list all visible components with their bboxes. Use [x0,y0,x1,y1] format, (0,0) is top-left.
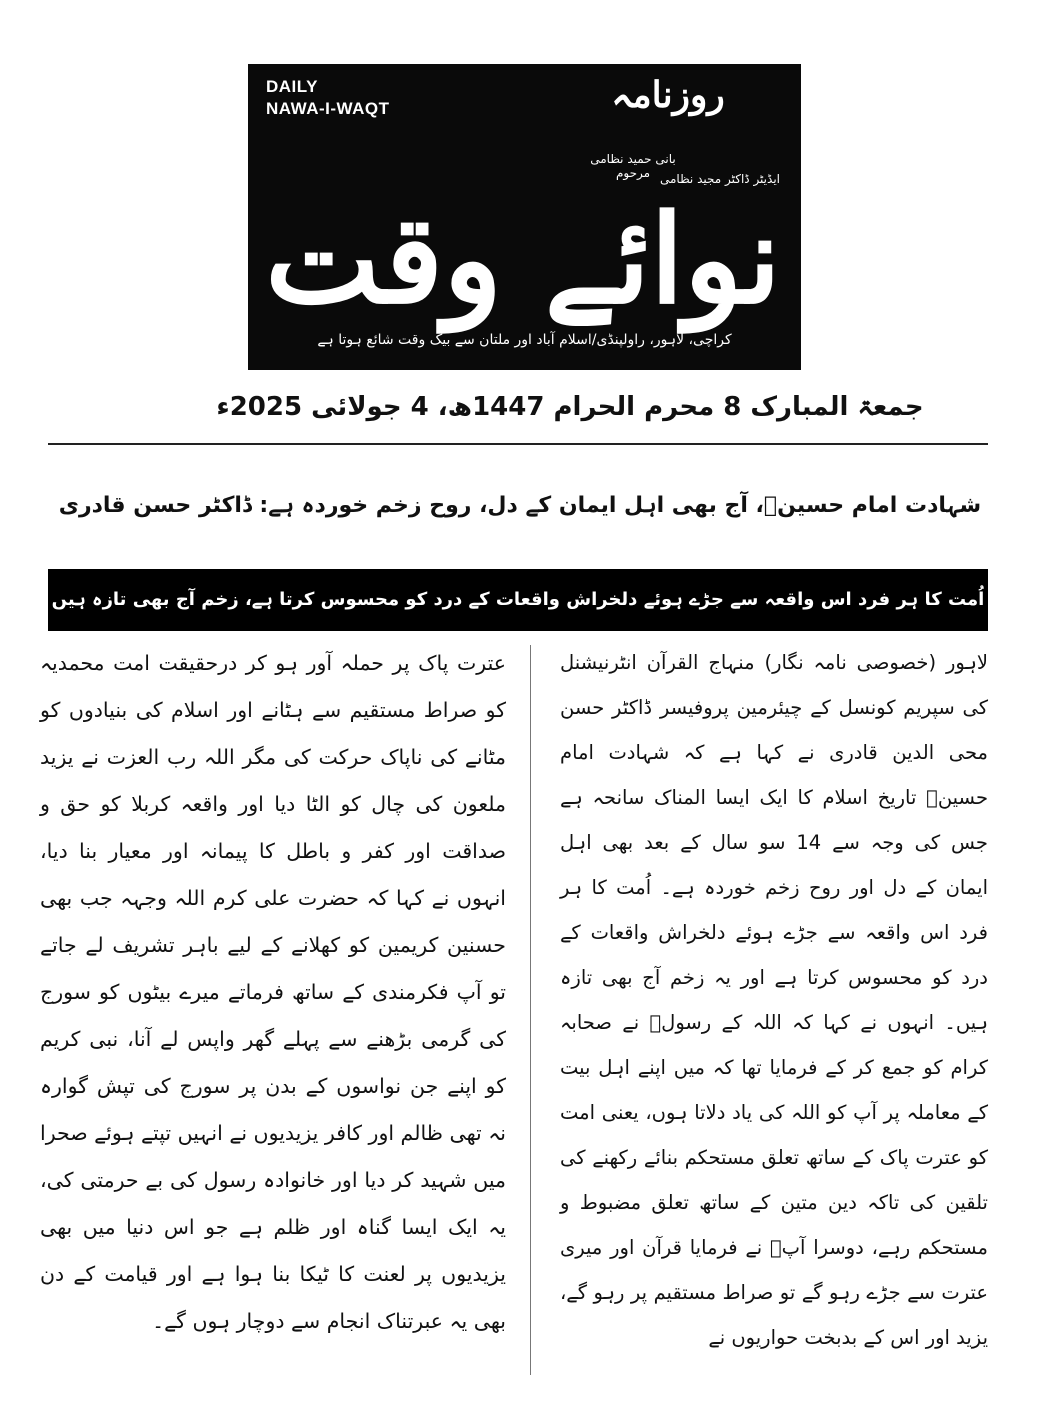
masthead [248,64,801,370]
masthead-cities: کراچی، لاہور، راولپنڈی/اسلام آباد اور ملتان سے بیک وقت شائع ہوتا ہے [317,332,732,348]
article-column-1 [560,640,988,1360]
masthead-nawa-i-waqt: NAWA-I-WAQT [266,99,390,118]
masthead-editor: ایڈیٹر ڈاکٹر مجید نظامی [660,172,780,186]
subheadline: اُمت کا ہر فرد اس واقعہ سے جڑے ہوئے دلخراش واقعات کے درد کو محسوس کرتا ہے، زخم آج بھی تازہ ہیں [51,589,985,610]
column-divider [530,645,531,1375]
masthead-english-title [266,76,390,120]
subheadline-bar [48,569,988,631]
dateline: جمعۃ المبارک 8 محرم الحرام 1447ھ، 4 جولائی 2025ء [216,392,924,422]
article-text-column-1: لاہور (خصوصی نامہ نگار) منہاج القرآن انٹرنیشنل کی سپریم کونسل کے چیئرمین پروفیسر ڈاکٹر حسن محی الدین قادری نے کہا ہے کہ شہادت امام حسینؑ تاریخ اسلام کا ایک ایسا المناک سانحہ ہے جس کی وجہ سے 14 سو سال کے بعد بھی اہل ایمان کے دل اور روح زخم خوردہ ہے۔ اُمت کا ہر فرد اس واقعہ سے جڑے ہوئے دلخراش واقعات کے درد کو محسوس کرتا ہے اور یہ زخم آج بھی تازہ ہیں۔ انہوں نے کہا کہ اللہ کے رسولؐ نے صحابہ کرام کو جمع کر کے فرمایا تھا کہ میں اپنے اہل بیت کے معاملہ پر آپ کو اللہ کی یاد دلاتا ہوں، یعنی امت کو عترت پاک کے ساتھ تعلق مستحکم بنائے رکھنے کی تلقین کی تاکہ دین متین کے ساتھ تعلق مضبوط و مستحکم رہے، دوسرا آپؐ نے فرمایا قرآن اور میری عترت سے جڑے رہو گے تو صراط مستقیم پر رہو گے، یزید اور اس کے بدبخت حواریوں نے [560,651,988,1349]
masthead-urdu-title: نوائے وقت [265,187,781,331]
divider [48,443,988,445]
article-column-2 [40,640,506,1345]
masthead-daily: DAILY [266,77,318,96]
masthead-founder: بانی حمید نظامی مرحوم [590,152,676,180]
article-text-column-2: عترت پاک پر حملہ آور ہو کر درحقیقت امت محمدیہ کو صراط مستقیم سے ہٹانے اور اسلام کی بنیادوں کو مٹانے کی ناپاک حرکت کی مگر اللہ رب العزت نے یزید ملعون کی چال کو الٹا دیا اور واقعہ کربلا کو حق و صداقت اور کفر و باطل کا پیمانہ اور معیار بنا دیا، انہوں نے کہا کہ حضرت علی کرم اللہ وجہہ جب بھی حسنین کریمین کو کھلانے کے لیے باہر تشریف لے جاتے تو آپ فکرمندی کے ساتھ فرماتے میرے بیٹوں کو سورج کی گرمی بڑھنے سے پہلے گھر واپس لے آنا، نبی کریم کو اپنے جن نواسوں کے بدن پر سورج کی تپش گوارہ نہ تھی ظالم اور کافر یزیدیوں نے انہیں تپتے ہوئے صحرا میں شہید کر دیا اور خانوادہ رسول کی بے حرمتی کی، یہ ایک ایسا گناہ اور ظلم ہے جو اس دنیا میں بھی یزیدیوں پر لعنت کا ٹیکا بنا ہوا ہے اور قیامت کے دن بھی یہ عبرتناک انجام سے دوچار ہوں گے۔ [40,651,506,1333]
headline: شہادت امام حسینؓ، آج بھی اہل ایمان کے دل، روح زخم خوردہ ہے: ڈاکٹر حسن قادری [58,493,982,518]
masthead-roznama: روزنامہ [611,74,725,116]
